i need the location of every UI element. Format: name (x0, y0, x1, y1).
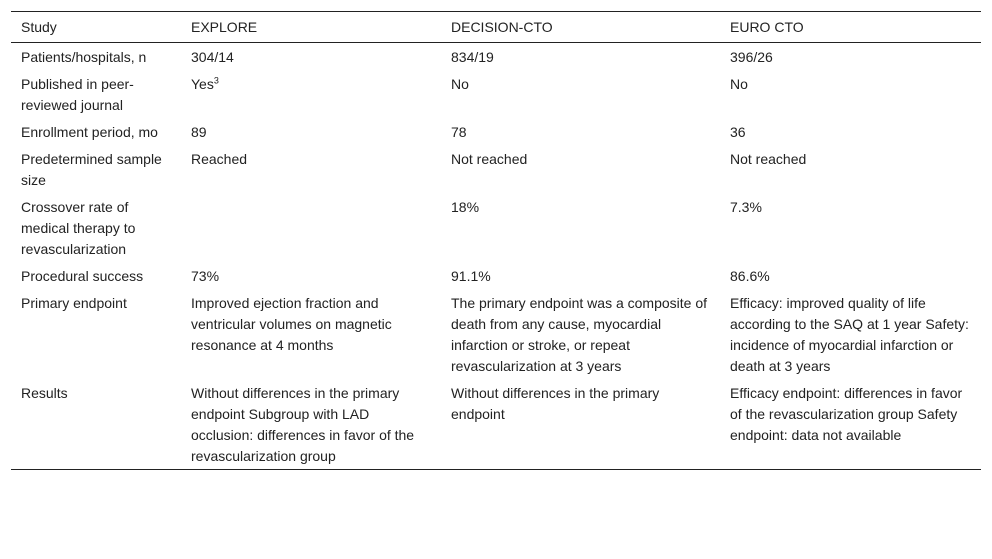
row-label: Primary endpoint (21, 295, 127, 311)
cell-explore: 304/14 (191, 49, 234, 65)
row-label: Results (21, 385, 68, 401)
row-label: Patients/hospitals, n (21, 49, 147, 65)
cell-explore: 73% (191, 268, 220, 284)
row-label: Published in peer-reviewed journal (21, 76, 134, 113)
table-row (11, 379, 981, 470)
row-label: Procedural success (21, 268, 144, 284)
cell-decision-cto: Not reached (451, 151, 528, 167)
cell-decision-cto: 91.1% (451, 268, 491, 284)
cell-euro-cto: 396/26 (730, 49, 773, 65)
header-explore: EXPLORE (191, 19, 258, 35)
cell-explore (181, 193, 441, 262)
header-decision-cto: DECISION-CTO (451, 19, 553, 35)
table-row (11, 262, 981, 289)
cell-euro-cto: Efficacy: improved quality of life according to the SAQ at 1 year Safety: incidence of myocardial infarction or death at 3 years (730, 295, 969, 374)
cell-euro-cto: 86.6% (730, 268, 770, 284)
cell-explore: 89 (191, 124, 207, 140)
row-label: Enrollment period, mo (21, 124, 158, 140)
cell-euro-cto: Efficacy endpoint: differences in favor of the revascularization group Safety endpoint: data not available (730, 385, 963, 443)
reference-superscript: 3 (213, 75, 219, 86)
comparison-table-container (11, 11, 981, 470)
header-euro-cto: EURO CTO (730, 19, 804, 35)
cell-decision-cto: 18% (451, 199, 480, 215)
cell-euro-cto: 36 (730, 124, 746, 140)
header-study: Study (21, 19, 57, 35)
table-row (11, 118, 981, 145)
table-header-row (11, 12, 981, 43)
row-label: Predetermined sample size (21, 151, 162, 188)
cell-explore: Without differences in the primary endpoint Subgroup with LAD occlusion: differences in favor of the revascularization group (191, 385, 415, 464)
table-row (11, 145, 981, 193)
trial-comparison-table (11, 11, 981, 470)
row-label: Crossover rate of medical therapy to revascularization (21, 199, 136, 257)
cell-explore-text: Yes (191, 76, 214, 92)
cell-euro-cto: Not reached (730, 151, 807, 167)
cell-explore: Improved ejection fraction and ventricular volumes on magnetic resonance at 4 months (191, 295, 392, 353)
cell-decision-cto: 78 (451, 124, 467, 140)
cell-euro-cto: No (730, 76, 748, 92)
cell-decision-cto: 834/19 (451, 49, 494, 65)
table-row (11, 193, 981, 262)
cell-euro-cto: 7.3% (730, 199, 762, 215)
cell-decision-cto: The primary endpoint was a composite of death from any cause, myocardial infarction or stroke, or repeat revascularization at 3 years (451, 295, 708, 374)
table-row (11, 43, 981, 71)
cell-explore (181, 70, 441, 118)
cell-decision-cto: No (451, 76, 469, 92)
table-row (11, 70, 981, 118)
cell-decision-cto: Without differences in the primary endpoint (451, 385, 660, 422)
cell-explore: Reached (191, 151, 248, 167)
table-row (11, 289, 981, 379)
